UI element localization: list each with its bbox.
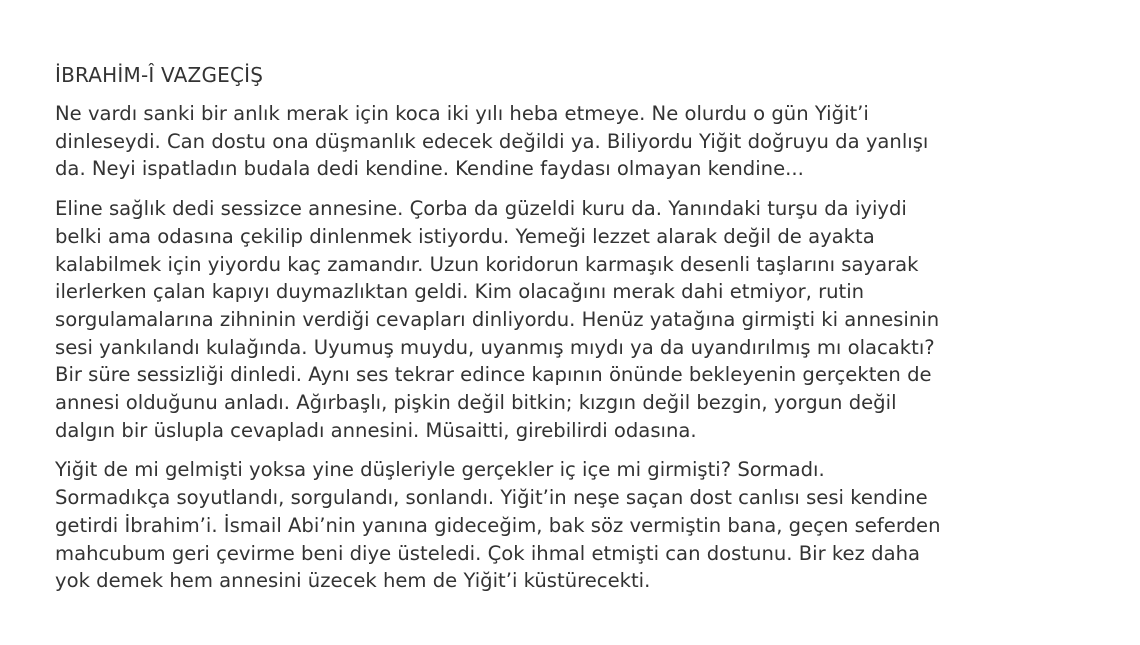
- paragraph-3: Yiğit de mi gelmişti yoksa yine düşleriyle gerçekler iç içe mi girmişti? Sormadı. Sormadıkça soyutlandı, sorgulandı, sonlandı. Yiğit’in neşe saçan dost canlısı sesi kendine getirdi İbrahim’i. İsmail Abi’nin yanına gideceğim, bak söz vermiştin bana, geçen seferden mahcubum geri çevirme beni diye üsteledi. Çok ihmal etmişti can dostunu. Bir kez daha yok demek hem annesini üzecek hem de Yiğit’i küstürecekti.: [55, 458, 941, 593]
- document-page: [55, 61, 1095, 595]
- document-title: İBRAHİM-Î VAZGEÇİŞ: [55, 63, 264, 87]
- paragraph-1: Ne vardı sanki bir anlık merak için koca iki yılı heba etmeye. Ne olurdu o gün Yiğit’i dinleseydi. Can dostu ona düşmanlık edecek değildi ya. Biliyordu Yiğit doğruyu da yanlışı da. Neyi ispatladın budala dedi kendine. Kendine faydası olmayan kendine...: [55, 102, 929, 181]
- paragraph-2: Eline sağlık dedi sessizce annesine. Çorba da güzeldi kuru da. Yanındaki turşu da iyiydi belki ama odasına çekilip dinlenmek istiyordu. Yemeği lezzet alarak değil de ayakta kalabilmek için yiyordu kaç zamandır. Uzun koridorun karmaşık desenli taşlarını sayarak ilerlerken çalan kapıyı duymazlıktan geldi. Kim olacağını merak dahi etmiyor, rutin sorgulamalarına zihninin verdiği cevapları dinliyordu. Henüz yatağına girmişti ki annesinin sesi yankılandı kulağında. Uyumuş muydu, uyanmış mıydı ya da uyandırılmış mı olacaktı? Bir süre sessizliği dinledi. Aynı ses tekrar edince kapının önünde bekleyenin gerçekten de annesi olduğunu anladı. Ağırbaşlı, pişkin değil bitkin; kızgın değil bezgin, yorgun değil dalgın bir üslupla cevapladı annesini. Müsaitti, girebilirdi odasına.: [55, 197, 940, 442]
